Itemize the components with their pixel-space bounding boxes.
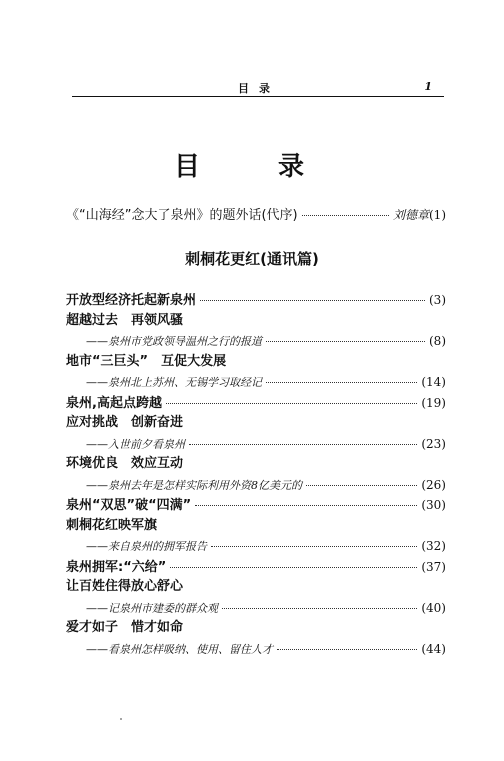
toc-entry-page-number: (37) (421, 559, 446, 574)
toc-entry-page-number: (3) (429, 293, 446, 307)
toc-entry-title-row (66, 557, 446, 578)
toc-entry-title-row (66, 495, 446, 516)
section-heading: 刺桐花更红(通讯篇) (185, 250, 319, 268)
toc-entry-title-row (66, 413, 446, 434)
running-header (72, 82, 444, 97)
preface-page-number: (1) (429, 208, 446, 222)
dot-leader (200, 300, 425, 301)
toc-entry-title: 环境优良 效应互动 (66, 456, 184, 471)
toc-entry-page-number: (30) (421, 498, 446, 512)
dot-leader (266, 341, 425, 342)
toc-entry-subtitle-row (66, 639, 446, 660)
toc-entry-subtitle-row (66, 434, 446, 455)
toc-entry (66, 413, 446, 454)
toc-entry-page-number: (44) (421, 641, 446, 656)
toc-entry (66, 352, 446, 393)
toc-entry-title: 泉州“双思”破“四满” (66, 498, 192, 513)
toc-entry-title-row (66, 454, 446, 475)
toc-entry-subtitle: ——入世前夕看泉州 (86, 437, 185, 451)
toc-entry-title: 开放型经济托起新泉州 (66, 293, 197, 308)
toc-entry-subtitle: ——来自泉州的拥军报告 (86, 540, 207, 553)
preface-author: 刘德章 (392, 208, 429, 222)
toc-entry-page-number: (19) (421, 395, 446, 410)
toc-entry-subtitle-row (66, 331, 446, 352)
toc-entry (66, 618, 446, 659)
toc-list (66, 290, 446, 659)
toc-entry (66, 454, 446, 495)
toc-entry-page-number: (32) (421, 539, 446, 553)
toc-entry-subtitle: ——记泉州市建委的群众观 (86, 601, 218, 615)
dot-leader (170, 567, 417, 568)
toc-entry-title-row (66, 352, 446, 373)
toc-entry-subtitle: ——泉州北上苏州、无锡学习取经记 (86, 376, 262, 389)
print-speck (120, 718, 122, 720)
toc-entry-title: 刺桐花红映军旗 (66, 517, 158, 533)
toc-entry-subtitle: ——泉州市党政领导温州之行的报道 (86, 335, 262, 348)
toc-entry (66, 495, 446, 516)
toc-entry-title: 应对挑战 创新奋进 (66, 415, 184, 430)
dot-leader (222, 608, 417, 609)
dot-leader (189, 444, 417, 445)
toc-entry-page-number: (8) (429, 334, 446, 348)
toc-entry-page-number: (23) (421, 436, 446, 451)
dot-leader (306, 485, 417, 486)
toc-entry-title: 泉州拥军:“六给” (66, 559, 167, 575)
toc-entry-subtitle: ——泉州去年是怎样实际利用外资8亿美元的 (86, 478, 302, 492)
toc-entry-title-row (66, 393, 446, 414)
toc-entry-title: 让百姓住得放心舒心 (66, 579, 184, 594)
toc-entry-title-row (66, 311, 446, 332)
preface-entry (66, 204, 446, 223)
toc-entry-page-number: (14) (421, 375, 446, 389)
running-header-title: 目录 (238, 82, 280, 95)
toc-entry-title: 超越过去 再领风骚 (66, 312, 184, 328)
toc-entry-page-number: (26) (421, 477, 446, 492)
page-title: 目 录 (173, 152, 330, 182)
toc-entry-title: 地市“三巨头” 互促大发展 (66, 353, 227, 369)
dot-leader (277, 649, 417, 650)
dot-leader (211, 546, 417, 547)
toc-entry-subtitle-row (66, 536, 446, 557)
toc-entry-subtitle-row (66, 598, 446, 619)
toc-entry (66, 290, 446, 311)
toc-entry-subtitle-row (66, 475, 446, 496)
toc-entry-title: 爱才如子 惜才如命 (66, 620, 184, 635)
toc-entry-title-row (66, 516, 446, 537)
toc-entry-page-number: (40) (421, 600, 446, 615)
toc-entry (66, 577, 446, 618)
preface-title: 《“山海经”念大了泉州》的题外话(代序) (66, 208, 298, 223)
toc-entry-title: 泉州,高起点跨越 (66, 395, 162, 411)
dot-leader (166, 403, 417, 404)
toc-entry (66, 393, 446, 414)
dot-leader (302, 215, 389, 216)
toc-entry-title-row (66, 290, 446, 311)
toc-entry-subtitle: ——看泉州怎样吸纳、使用、留住人才 (86, 642, 273, 656)
toc-entry-title-row (66, 618, 446, 639)
toc-entry (66, 557, 446, 578)
dot-leader (266, 382, 417, 383)
dot-leader (195, 505, 417, 506)
toc-entry-subtitle-row (66, 372, 446, 393)
toc-entry (66, 516, 446, 557)
toc-entry-title-row (66, 577, 446, 598)
running-header-page-number: 1 (424, 80, 432, 93)
toc-entry (66, 311, 446, 352)
